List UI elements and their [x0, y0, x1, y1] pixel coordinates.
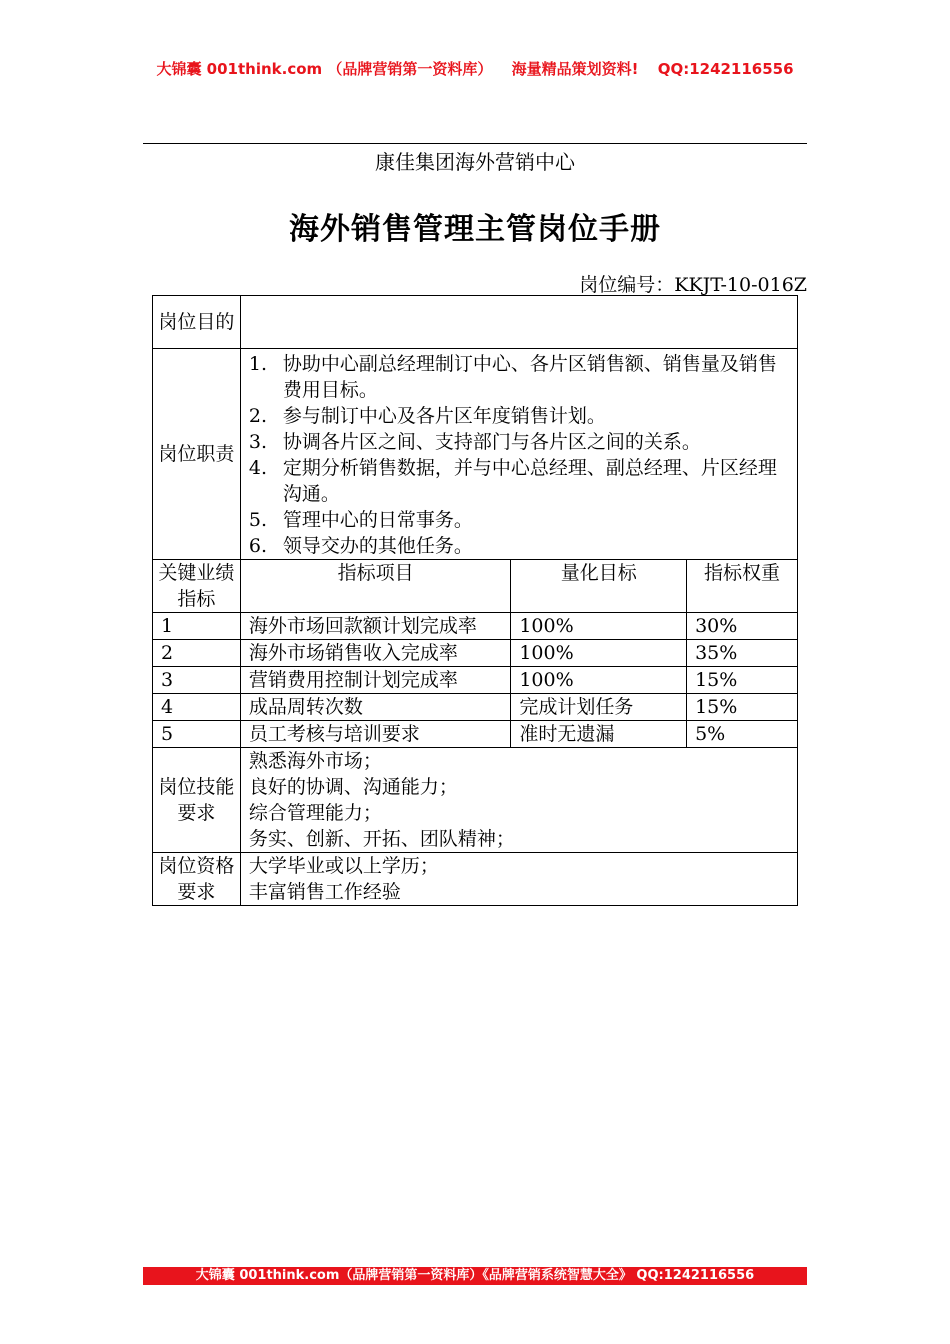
list-item: 4. 定期分析销售数据，并与中心总经理、副总经理、片区经理沟通。 — [248, 457, 777, 505]
table-row — [153, 694, 798, 721]
kpi-no: 2 — [153, 640, 241, 667]
kpi-weight: 15% — [687, 667, 798, 694]
qualification-row — [153, 853, 798, 906]
kpi-weight: 5% — [687, 721, 798, 748]
top-banner — [0, 58, 950, 79]
kpi-item: 员工考核与培训要求 — [240, 721, 510, 748]
list-item: 5. 管理中心的日常事务。 — [248, 509, 473, 531]
skills-label: 岗位技能要求 — [153, 748, 241, 853]
skills-row — [153, 748, 798, 853]
banner-qq: QQ:1242116556 — [657, 60, 794, 78]
kpi-item: 成品周转次数 — [240, 694, 510, 721]
purpose-label: 岗位目的 — [153, 296, 241, 349]
table-row — [153, 721, 798, 748]
kpi-weight: 35% — [687, 640, 798, 667]
qualification-line: 大学毕业或以上学历； — [248, 855, 439, 877]
list-item: 3. 协调各片区之间、支持部门与各片区之间的关系。 — [248, 431, 701, 453]
kpi-no: 4 — [153, 694, 241, 721]
kpi-target: 准时无遗漏 — [511, 721, 687, 748]
duties-label: 岗位职责 — [153, 349, 241, 560]
kpi-weight: 30% — [687, 613, 798, 640]
table-row — [153, 640, 798, 667]
kpi-no: 3 — [153, 667, 241, 694]
qualification-line: 丰富销售工作经验 — [248, 881, 401, 903]
qualification-cell — [240, 853, 797, 906]
kpi-no: 5 — [153, 721, 241, 748]
skills-cell — [240, 748, 797, 853]
kpi-item: 海外市场销售收入完成率 — [240, 640, 510, 667]
footer-banner: 大锦囊 001think.com（品牌营销第一资料库）《品牌营销系统智慧大全》 QQ:1242116556 — [143, 1267, 807, 1285]
kpi-target: 100% — [511, 640, 687, 667]
kpi-header-item: 指标项目 — [240, 560, 510, 613]
position-code: 岗位编号：KKJT-10-016Z — [579, 274, 807, 296]
kpi-label: 关键业绩指标 — [153, 560, 241, 613]
header-divider — [143, 143, 807, 144]
skill-line: 务实、创新、开拓、团队精神； — [248, 828, 515, 850]
kpi-header-weight: 指标权重 — [687, 560, 798, 613]
kpi-weight: 15% — [687, 694, 798, 721]
kpi-item: 营销费用控制计划完成率 — [240, 667, 510, 694]
job-manual-table — [152, 295, 798, 906]
list-item: 2. 参与制订中心及各片区年度销售计划。 — [248, 405, 606, 427]
page-title: 海外销售管理主管岗位手册 — [289, 212, 661, 247]
banner-slogan: 海量精品策划资料! — [511, 60, 639, 78]
list-item: 1. 协助中心副总经理制订中心、各片区销售额、销售量及销售费用目标。 — [248, 353, 777, 401]
purpose-value — [240, 296, 797, 349]
skill-line: 良好的协调、沟通能力； — [248, 776, 458, 798]
table-row — [153, 613, 798, 640]
organization-name: 康佳集团海外营销中心 — [375, 150, 575, 174]
duties-cell — [240, 349, 797, 560]
purpose-row — [153, 296, 798, 349]
skill-line: 熟悉海外市场； — [248, 750, 382, 772]
duties-row — [153, 349, 798, 560]
skill-line: 综合管理能力； — [248, 802, 382, 824]
kpi-target: 完成计划任务 — [511, 694, 687, 721]
list-item: 6. 领导交办的其他任务。 — [248, 535, 473, 557]
banner-site: 大锦囊 001think.com （品牌营销第一资料库） — [156, 60, 493, 78]
qualification-label: 岗位资格要求 — [153, 853, 241, 906]
table-row — [153, 667, 798, 694]
duties-list — [249, 351, 789, 559]
kpi-no: 1 — [153, 613, 241, 640]
kpi-target: 100% — [511, 667, 687, 694]
kpi-header-row — [153, 560, 798, 613]
kpi-target: 100% — [511, 613, 687, 640]
kpi-header-target: 量化目标 — [511, 560, 687, 613]
kpi-item: 海外市场回款额计划完成率 — [240, 613, 510, 640]
